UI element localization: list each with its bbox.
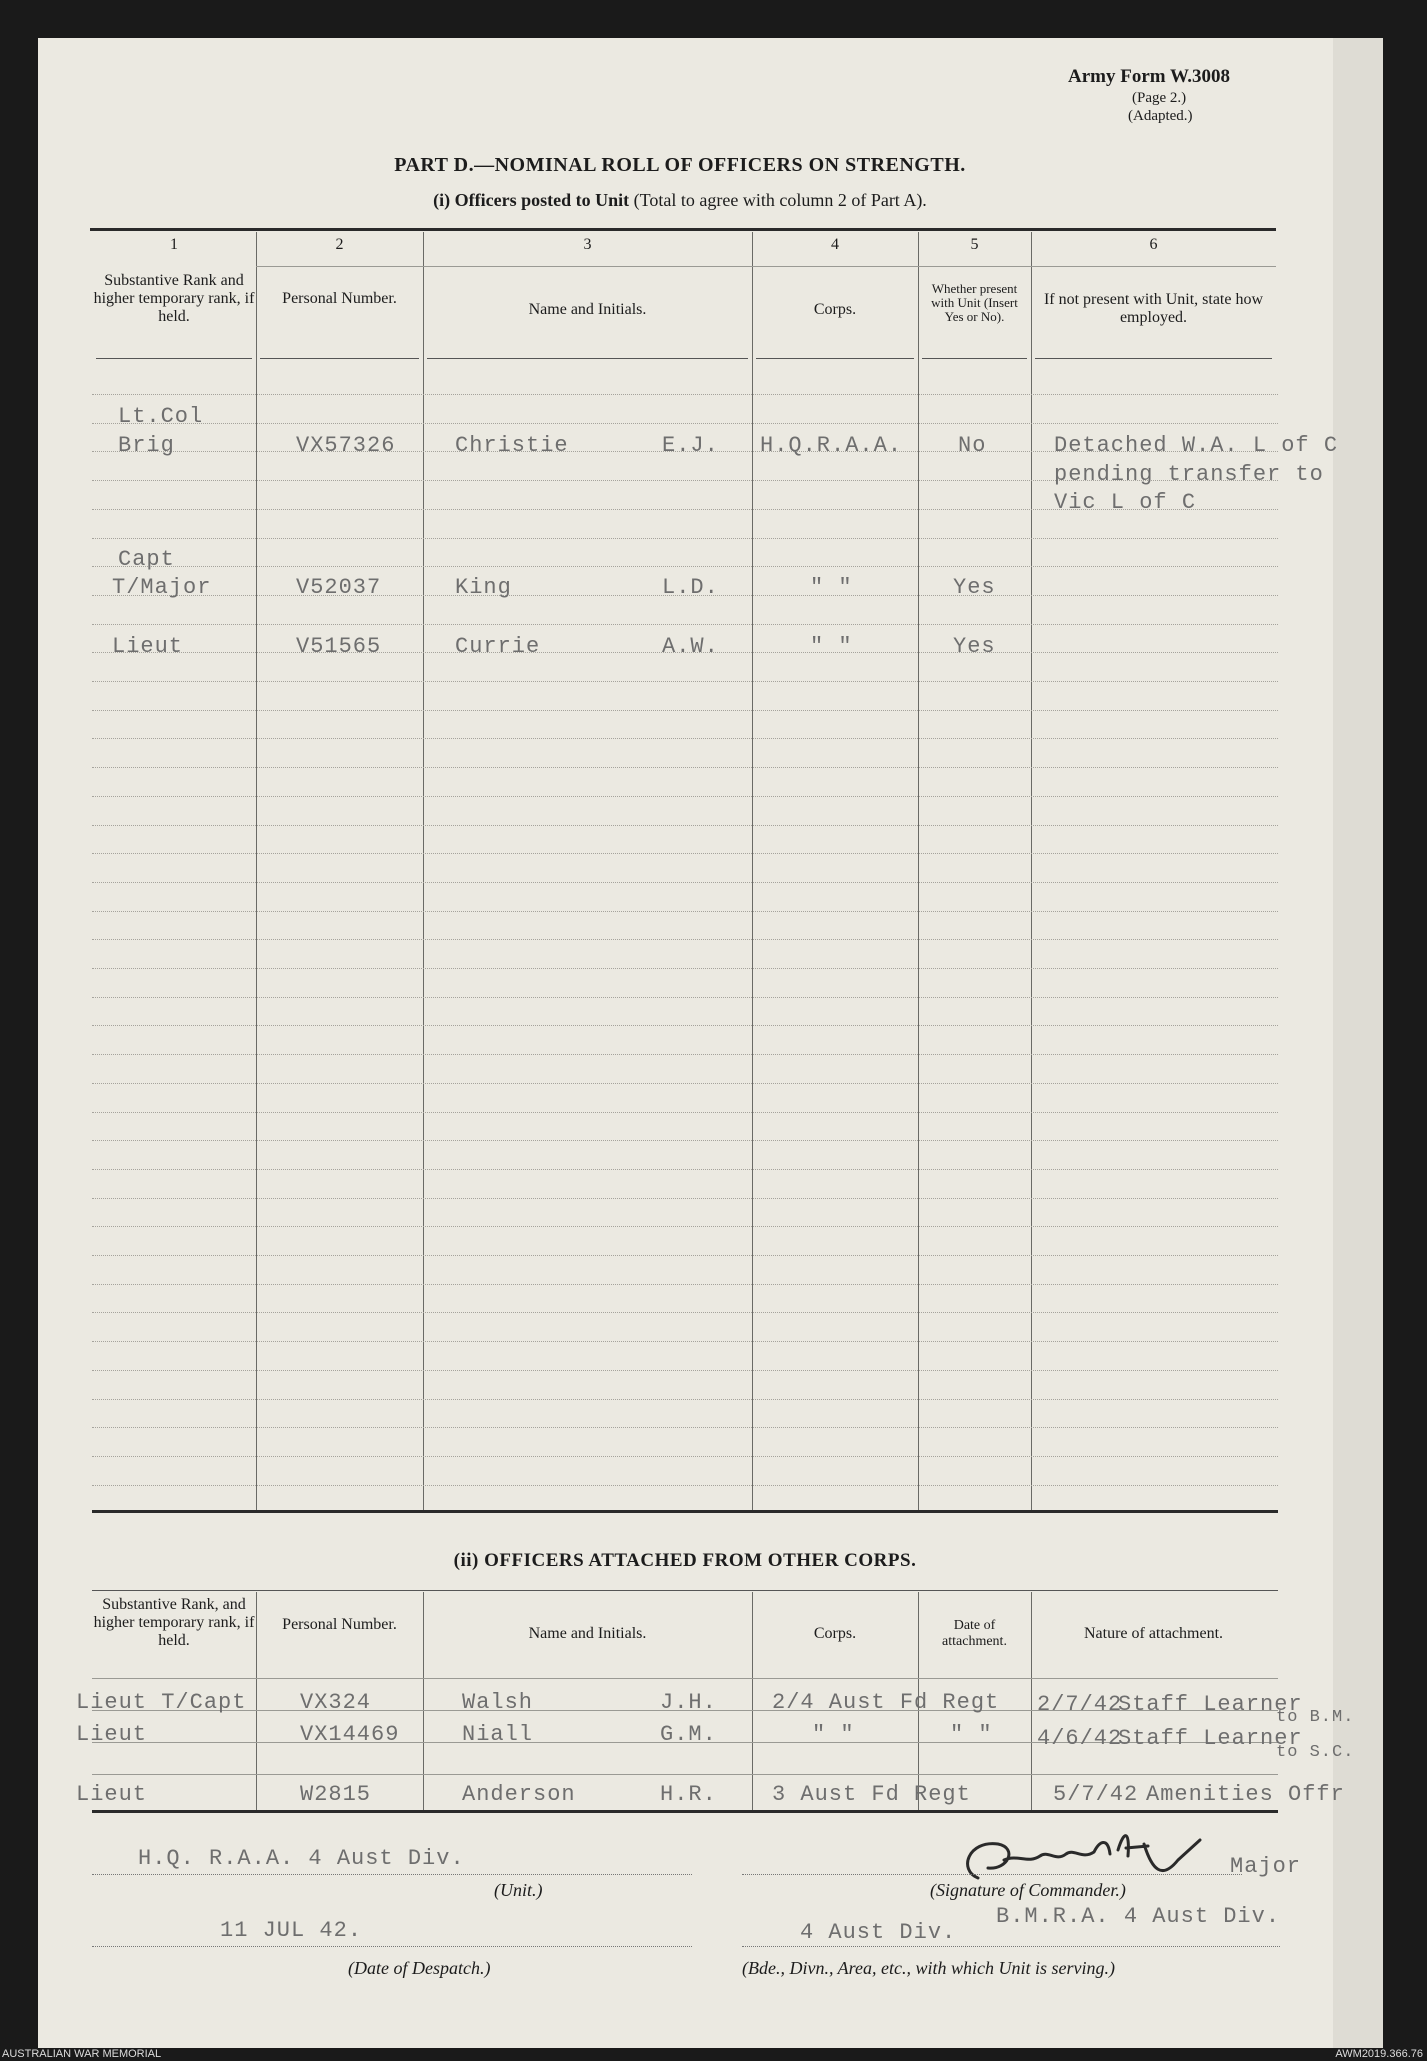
entry-name: King <box>455 575 512 600</box>
col-number: 4 <box>831 236 839 253</box>
signature-line <box>742 1874 1242 1875</box>
ruled-line <box>92 1255 1278 1256</box>
unit-label: (Unit.) <box>494 1880 543 1900</box>
attached-number: VX324 <box>300 1690 372 1715</box>
entry-rank: T/Major <box>112 575 212 600</box>
attached-name: Walsh <box>462 1690 534 1715</box>
entry-corps: H.Q.R.A.A. <box>760 433 903 458</box>
ruled-line <box>92 1312 1278 1313</box>
table2-top-rule <box>92 1590 1278 1591</box>
entry-name: Currie <box>455 634 541 659</box>
archive-credit: AUSTRALIAN WAR MEMORIAL <box>2 2048 162 2060</box>
entry-initials: E.J. <box>662 433 719 458</box>
attached-nature-cont: to S.C. <box>1276 1743 1355 1762</box>
ruled-line <box>92 767 1278 768</box>
table2-header-rule <box>92 1678 1278 1679</box>
attached-date: 5/7/42 <box>1053 1782 1139 1807</box>
form-page: (Page 2.) <box>1132 90 1187 106</box>
ruled-line <box>92 997 1278 998</box>
col-header-name: Name and Initials. <box>528 301 647 318</box>
ruled-line <box>92 882 1278 883</box>
table1-top-rule <box>90 228 1276 231</box>
ruled-line <box>92 1169 1278 1170</box>
table2-bottom-rule <box>92 1810 1278 1813</box>
form-number: Army Form W.3008 <box>1068 66 1231 87</box>
despatch-date-value: 11 JUL 42. <box>220 1918 363 1943</box>
ruled-line <box>92 423 1278 424</box>
col2-header-number: Personal Number. <box>282 1616 397 1633</box>
ruled-line <box>92 710 1278 711</box>
entry-rank-a: Capt <box>118 547 175 572</box>
formation-label: (Bde., Divn., Area, etc., with which Unit is serving.) <box>742 1958 1115 1978</box>
col-number: 1 <box>170 236 178 253</box>
attached-corps: 2/4 Aust Fd Regt <box>772 1690 1000 1715</box>
entry-present: Yes <box>953 575 996 600</box>
ruled-line <box>92 624 1278 625</box>
col2-header-rank: Substantive Rank, and higher temporary rank, if held. <box>93 1596 255 1649</box>
ruled-line <box>92 1456 1278 1457</box>
col-header-rule <box>922 358 1027 359</box>
form-subtitle <box>90 190 1270 211</box>
archive-bar <box>0 2048 1427 2061</box>
subtitle-rest: (Total to agree with column 2 of Part A). <box>633 190 927 210</box>
entry-employed: pending transfer to <box>1054 462 1324 487</box>
ruled-line <box>92 538 1278 539</box>
ruled-line <box>92 939 1278 940</box>
attached-rank: Lieut T/Capt <box>76 1690 247 1715</box>
attached-initials: J.H. <box>660 1690 717 1715</box>
entry-corps: " " <box>810 575 853 600</box>
ruled-line <box>92 1485 1278 1486</box>
attached-number: W2815 <box>300 1782 372 1807</box>
col-header-present: Whether present with Unit (Insert Yes or No). <box>931 281 1018 324</box>
table2-col-divider <box>1031 1592 1032 1812</box>
ruled-line <box>92 1399 1278 1400</box>
archive-id: AWM2019.366.76 <box>1335 2048 1423 2060</box>
entry-present: Yes <box>953 634 996 659</box>
despatch-date-label: (Date of Despatch.) <box>348 1958 491 1978</box>
unit-line <box>92 1874 692 1875</box>
table1-bottom-rule <box>92 1510 1278 1513</box>
ruled-line <box>92 1025 1278 1026</box>
ruled-line <box>92 566 1278 567</box>
attached-nature: Staff Learner <box>1118 1726 1303 1751</box>
col-header-rule <box>260 358 419 359</box>
commander-rank: Major <box>1230 1854 1302 1879</box>
ruled-line <box>92 1112 1278 1113</box>
attached-nature: Staff Learner <box>1118 1692 1303 1717</box>
table2-col-divider <box>256 1592 257 1812</box>
col-header-rule <box>756 358 914 359</box>
table2-col-divider <box>423 1592 424 1812</box>
formation-value: 4 Aust Div. <box>800 1920 957 1945</box>
form-title: PART D.—NOMINAL ROLL OF OFFICERS ON STRENGTH. <box>394 154 966 176</box>
entry-initials: A.W. <box>662 634 719 659</box>
entry-employed: Vic L of C <box>1054 490 1197 515</box>
entry-present: No <box>958 433 987 458</box>
attached-initials: G.M. <box>660 1722 717 1747</box>
entry-corps: " " <box>810 634 853 659</box>
col-number: 3 <box>583 236 592 253</box>
table2-col-divider <box>752 1592 753 1812</box>
ruled-line <box>92 825 1278 826</box>
part2-title: (ii) OFFICERS ATTACHED FROM OTHER CORPS. <box>453 1550 917 1571</box>
ruled-line <box>92 681 1278 682</box>
ruled-line <box>92 1370 1278 1371</box>
ruled-line <box>92 1140 1278 1141</box>
ruled-line <box>92 394 1278 395</box>
col-header-rank: Substantive Rank and higher temporary rank, if held. <box>93 272 255 325</box>
ruled-line <box>92 1427 1278 1428</box>
form-adapted: (Adapted.) <box>1128 108 1193 124</box>
unit-value: H.Q. R.A.A. 4 Aust Div. <box>138 1846 465 1871</box>
attached-number: VX14469 <box>300 1722 400 1747</box>
signature-label: (Signature of Commander.) <box>930 1880 1126 1900</box>
commander-appointment: B.M.R.A. 4 Aust Div. <box>996 1904 1281 1929</box>
entry-rank: Lieut <box>112 634 184 659</box>
entry-number: VX57326 <box>296 433 396 458</box>
entry-number: V52037 <box>296 575 382 600</box>
ruled-line <box>92 1198 1278 1199</box>
attached-corps: " " <box>812 1722 855 1747</box>
entry-rank: Brig <box>118 433 175 458</box>
subtitle-bold: (i) Officers posted to Unit <box>433 190 630 210</box>
attached-rank: Lieut <box>76 1782 148 1807</box>
col2-header-date: Date of attachment. <box>942 1618 1007 1649</box>
col2-header-name: Name and Initials. <box>528 1625 647 1642</box>
ruled-line <box>92 1083 1278 1084</box>
formation-line <box>742 1946 1280 1947</box>
ruled-line <box>92 1226 1278 1227</box>
attached-initials: H.R. <box>660 1782 717 1807</box>
col-header-rule <box>1035 358 1272 359</box>
col-header-number: Personal Number. <box>282 290 397 307</box>
attached-corps: 3 Aust Fd Regt <box>772 1782 971 1807</box>
entry-initials: L.D. <box>662 575 719 600</box>
col-header-employed: If not present with Unit, state how employed. <box>1043 291 1264 326</box>
despatch-date-line <box>92 1946 692 1947</box>
col-header-corps: Corps. <box>813 301 857 318</box>
ruled-line <box>92 1341 1278 1342</box>
ruled-line <box>92 853 1278 854</box>
entry-number: V51565 <box>296 634 382 659</box>
attached-rank: Lieut <box>76 1722 148 1747</box>
col-number: 2 <box>335 236 344 253</box>
ruled-line <box>92 968 1278 969</box>
entry-employed: Detached W.A. L of C <box>1054 433 1339 458</box>
ruled-line <box>92 738 1278 739</box>
col2-header-nature: Nature of attachment. <box>1083 1625 1224 1642</box>
col2-header-corps: Corps. <box>813 1625 857 1642</box>
col-header-rule <box>96 358 252 359</box>
col-number: 6 <box>1149 236 1158 253</box>
attached-date: 2/7/42 <box>1037 1692 1123 1717</box>
attached-nature: Amenities Offr <box>1146 1782 1345 1807</box>
attached-date: 4/6/42 <box>1037 1726 1123 1751</box>
col-number-rule <box>256 266 1276 267</box>
col-number: 5 <box>970 236 979 253</box>
col-header-rule <box>427 358 748 359</box>
attached-name: Niall <box>462 1722 534 1747</box>
table2-row-rule <box>92 1774 1278 1775</box>
entry-name: Christie <box>455 433 569 458</box>
ruled-line <box>92 1054 1278 1055</box>
attached-name: Anderson <box>462 1782 576 1807</box>
ruled-line <box>92 1284 1278 1285</box>
attached-corps-cont: " " <box>950 1722 993 1747</box>
entry-rank-a: Lt.Col <box>118 404 204 429</box>
attached-nature-cont: to B.M. <box>1276 1708 1355 1727</box>
ruled-line <box>92 911 1278 912</box>
ruled-line <box>92 796 1278 797</box>
